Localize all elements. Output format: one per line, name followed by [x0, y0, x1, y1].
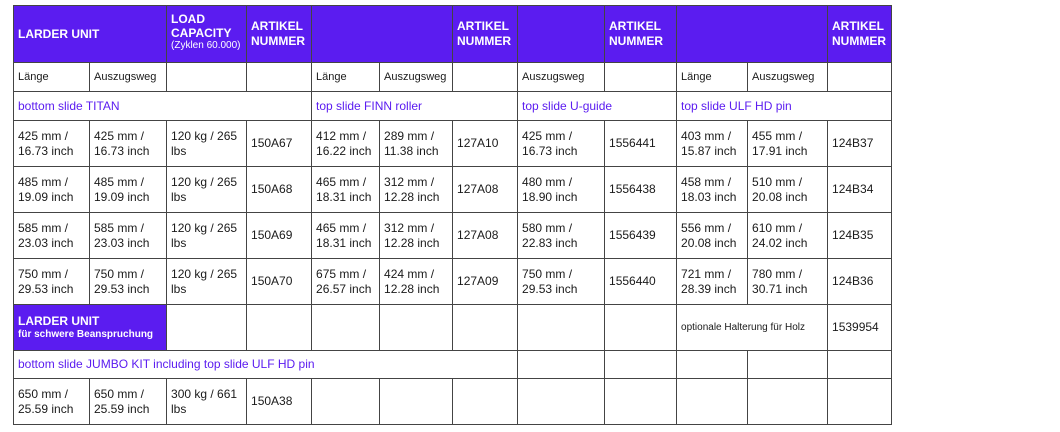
cell-finn-auszug: 424 mm / 12.28 inch [380, 259, 453, 305]
cell-titan-auszug: 425 mm / 16.73 inch [90, 121, 167, 167]
cell-ulf-auszug: 780 mm / 30.71 inch [748, 259, 828, 305]
cell-uguide-auszug: 750 mm / 29.53 inch [518, 259, 605, 305]
spec-table [13, 5, 892, 425]
cell-empty [605, 305, 677, 351]
cell-titan-artikel: 150A69 [247, 213, 312, 259]
table-row [14, 259, 892, 305]
section-jumbo-kit: bottom slide JUMBO KIT including top slide ULF HD pin [14, 351, 518, 379]
heavy-subtitle: für schwere Beanspruchung [18, 329, 154, 340]
label-empty [828, 63, 892, 92]
cell-titan-laenge: 485 mm / 19.09 inch [14, 167, 90, 213]
cell-titan-auszug: 485 mm / 19.09 inch [90, 167, 167, 213]
header-artikel-nummer-ulf: ARTIKEL NUMMER [828, 6, 892, 63]
cell-finn-artikel: 127A08 [453, 213, 518, 259]
header-artikel-nummer-uguide: ARTIKEL NUMMER [605, 6, 677, 63]
cell-titan-artikel: 150A67 [247, 121, 312, 167]
cell-titan-auszug: 585 mm / 23.03 inch [90, 213, 167, 259]
header-larder-unit: LARDER UNIT [14, 6, 167, 63]
cell-ulf-auszug: 455 mm / 17.91 inch [748, 121, 828, 167]
cell-empty [380, 305, 453, 351]
heavy-header [14, 305, 167, 351]
holder-note: optionale Halterung für Holz [677, 305, 828, 351]
section-top-finn: top slide FINN roller [312, 92, 518, 121]
cell-empty [453, 379, 518, 425]
section-row [14, 92, 892, 121]
cell-empty [518, 305, 605, 351]
label-row [14, 63, 892, 92]
cell-uguide-artikel: 1556439 [605, 213, 677, 259]
cell-uguide-artikel: 1556438 [605, 167, 677, 213]
label-laenge: Länge [677, 63, 748, 92]
cell-titan-load: 120 kg / 265 lbs [167, 259, 247, 305]
cell-ulf-laenge: 403 mm / 15.87 inch [677, 121, 748, 167]
cell-uguide-auszug: 480 mm / 18.90 inch [518, 167, 605, 213]
cell-jumbo-auszug: 650 mm / 25.59 inch [90, 379, 167, 425]
cell-jumbo-artikel: 150A38 [247, 379, 312, 425]
cell-finn-auszug: 289 mm / 11.38 inch [380, 121, 453, 167]
cell-empty [518, 351, 605, 379]
header-artikel-nummer-titan: ARTIKEL NUMMER [247, 6, 312, 63]
table-row [14, 213, 892, 259]
cell-finn-laenge: 412 mm / 16.22 inch [312, 121, 380, 167]
cell-empty [748, 351, 828, 379]
cell-titan-laenge: 425 mm / 16.73 inch [14, 121, 90, 167]
header-blank-uguide [518, 6, 605, 63]
cell-empty [605, 351, 677, 379]
label-empty [167, 63, 247, 92]
cell-empty [748, 379, 828, 425]
cell-empty [605, 379, 677, 425]
cell-titan-laenge: 585 mm / 23.03 inch [14, 213, 90, 259]
cell-finn-artikel: 127A10 [453, 121, 518, 167]
cell-empty [677, 351, 748, 379]
table-row [14, 121, 892, 167]
cell-ulf-artikel: 124B35 [828, 213, 892, 259]
cell-finn-laenge: 465 mm / 18.31 inch [312, 213, 380, 259]
cell-titan-load: 120 kg / 265 lbs [167, 167, 247, 213]
header-blank-finn [312, 6, 453, 63]
cell-empty [247, 305, 312, 351]
cell-titan-laenge: 750 mm / 29.53 inch [14, 259, 90, 305]
label-auszugsweg: Auszugsweg [90, 63, 167, 92]
label-auszugsweg: Auszugsweg [380, 63, 453, 92]
cell-empty [312, 305, 380, 351]
cell-titan-load: 120 kg / 265 lbs [167, 121, 247, 167]
header-artikel-nummer-finn: ARTIKEL NUMMER [453, 6, 518, 63]
label-empty [453, 63, 518, 92]
cell-ulf-laenge: 458 mm / 18.03 inch [677, 167, 748, 213]
cell-empty [677, 379, 748, 425]
cell-empty [518, 379, 605, 425]
section-top-uguide: top slide U-guide [518, 92, 677, 121]
label-laenge: Länge [14, 63, 90, 92]
cell-ulf-laenge: 721 mm / 28.39 inch [677, 259, 748, 305]
cell-empty [828, 351, 892, 379]
header-blank-ulf [677, 6, 828, 63]
label-laenge: Länge [312, 63, 380, 92]
cell-ulf-auszug: 610 mm / 24.02 inch [748, 213, 828, 259]
cell-finn-laenge: 465 mm / 18.31 inch [312, 167, 380, 213]
cell-finn-artikel: 127A08 [453, 167, 518, 213]
header-load-capacity-sub: (Zyklen 60.000) [171, 40, 241, 51]
cell-uguide-artikel: 1556441 [605, 121, 677, 167]
label-auszugsweg: Auszugsweg [748, 63, 828, 92]
cell-uguide-artikel: 1556440 [605, 259, 677, 305]
table-row [14, 379, 892, 425]
cell-titan-artikel: 150A70 [247, 259, 312, 305]
cell-ulf-artikel: 124B34 [828, 167, 892, 213]
cell-empty [167, 305, 247, 351]
cell-empty [380, 379, 453, 425]
holder-note-artikel: 1539954 [828, 305, 892, 351]
cell-finn-laenge: 675 mm / 26.57 inch [312, 259, 380, 305]
cell-finn-artikel: 127A09 [453, 259, 518, 305]
heavy-title: LARDER UNIT [18, 314, 100, 328]
cell-uguide-auszug: 580 mm / 22.83 inch [518, 213, 605, 259]
cell-uguide-auszug: 425 mm / 16.73 inch [518, 121, 605, 167]
cell-finn-auszug: 312 mm / 12.28 inch [380, 213, 453, 259]
cell-empty [453, 305, 518, 351]
section-bottom-titan: bottom slide TITAN [14, 92, 312, 121]
header-row [14, 6, 892, 63]
cell-empty [828, 379, 892, 425]
label-empty [247, 63, 312, 92]
table-row [14, 167, 892, 213]
cell-ulf-laenge: 556 mm / 20.08 inch [677, 213, 748, 259]
cell-ulf-artikel: 124B36 [828, 259, 892, 305]
label-empty [605, 63, 677, 92]
heavy-header-row [14, 305, 892, 351]
cell-ulf-auszug: 510 mm / 20.08 inch [748, 167, 828, 213]
heavy-section-row [14, 351, 892, 379]
cell-ulf-artikel: 124B37 [828, 121, 892, 167]
cell-titan-artikel: 150A68 [247, 167, 312, 213]
label-auszugsweg: Auszugsweg [518, 63, 605, 92]
cell-titan-load: 120 kg / 265 lbs [167, 213, 247, 259]
header-load-capacity [167, 6, 247, 63]
section-top-ulf: top slide ULF HD pin [677, 92, 892, 121]
cell-empty [312, 379, 380, 425]
cell-titan-auszug: 750 mm / 29.53 inch [90, 259, 167, 305]
cell-jumbo-laenge: 650 mm / 25.59 inch [14, 379, 90, 425]
cell-jumbo-load: 300 kg / 661 lbs [167, 379, 247, 425]
header-load-capacity-label: LOAD CAPACITY [171, 12, 232, 40]
cell-finn-auszug: 312 mm / 12.28 inch [380, 167, 453, 213]
